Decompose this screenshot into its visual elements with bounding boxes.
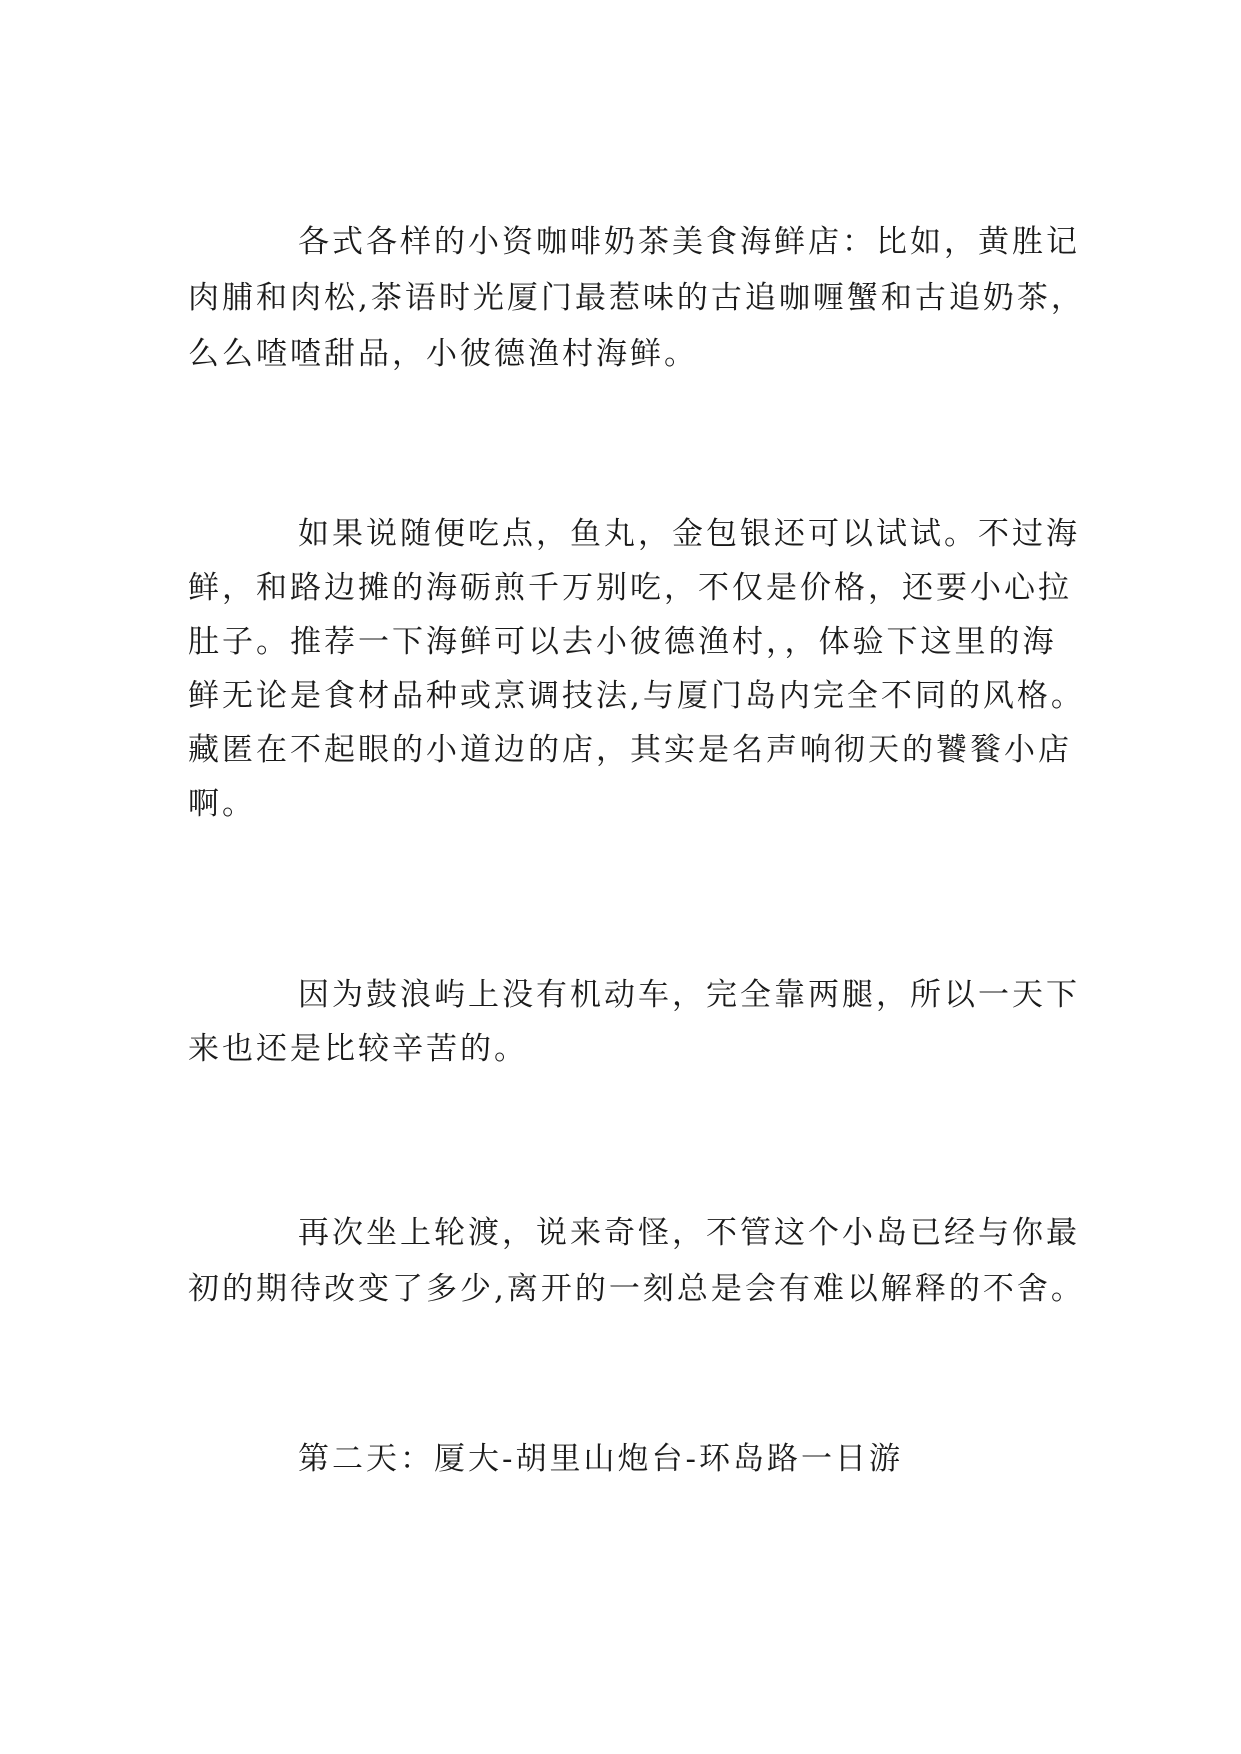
section-heading-day-two — [188, 1432, 1088, 1486]
paragraph-line: 鲜，和路边摊的海砺煎千万别吃，不仅是价格，还要小心拉 — [188, 570, 1072, 606]
paragraph-line: 藏匿在不起眼的小道边的店，其实是名声响彻天的饕餮小店 — [188, 732, 1072, 768]
paragraph-ferry — [188, 1205, 1088, 1317]
paragraph-seafood — [188, 507, 1088, 831]
paragraph-line: 初的期待改变了多少,离开的一刻总是会有难以解释的不舍。 — [188, 1271, 1085, 1307]
paragraph-line: 肚子。推荐一下海鲜可以去小彼德渔村，，体验下这里的海 — [188, 624, 1057, 660]
paragraph-line: 啊。 — [188, 786, 256, 822]
paragraph-line: 各式各样的小资咖啡奶茶美食海鲜店：比如，黄胜记 — [298, 224, 1080, 260]
paragraph-walking — [188, 968, 1088, 1076]
paragraph-line: 来也还是比较辛苦的。 — [188, 1031, 528, 1067]
paragraph-line: 鲜无论是食材品种或烹调技法,与厦门岛内完全不同的风格。 — [188, 678, 1085, 714]
paragraph-line: 肉脯和肉松,茶语时光厦门最惹味的古追咖喱蟹和古追奶茶， — [188, 280, 1085, 316]
paragraph-cafes — [188, 214, 1088, 382]
paragraph-line: 如果说随便吃点，鱼丸，金包银还可以试试。不过海 — [298, 516, 1080, 552]
paragraph-line: 因为鼓浪屿上没有机动车，完全靠两腿，所以一天下 — [298, 977, 1080, 1013]
paragraph-line: 第二天：厦大-胡里山炮台-环岛路一日游 — [298, 1441, 903, 1477]
paragraph-line: 么么喳喳甜品，小彼德渔村海鲜。 — [188, 336, 698, 372]
paragraph-line: 再次坐上轮渡，说来奇怪，不管这个小岛已经与你最 — [298, 1215, 1080, 1251]
